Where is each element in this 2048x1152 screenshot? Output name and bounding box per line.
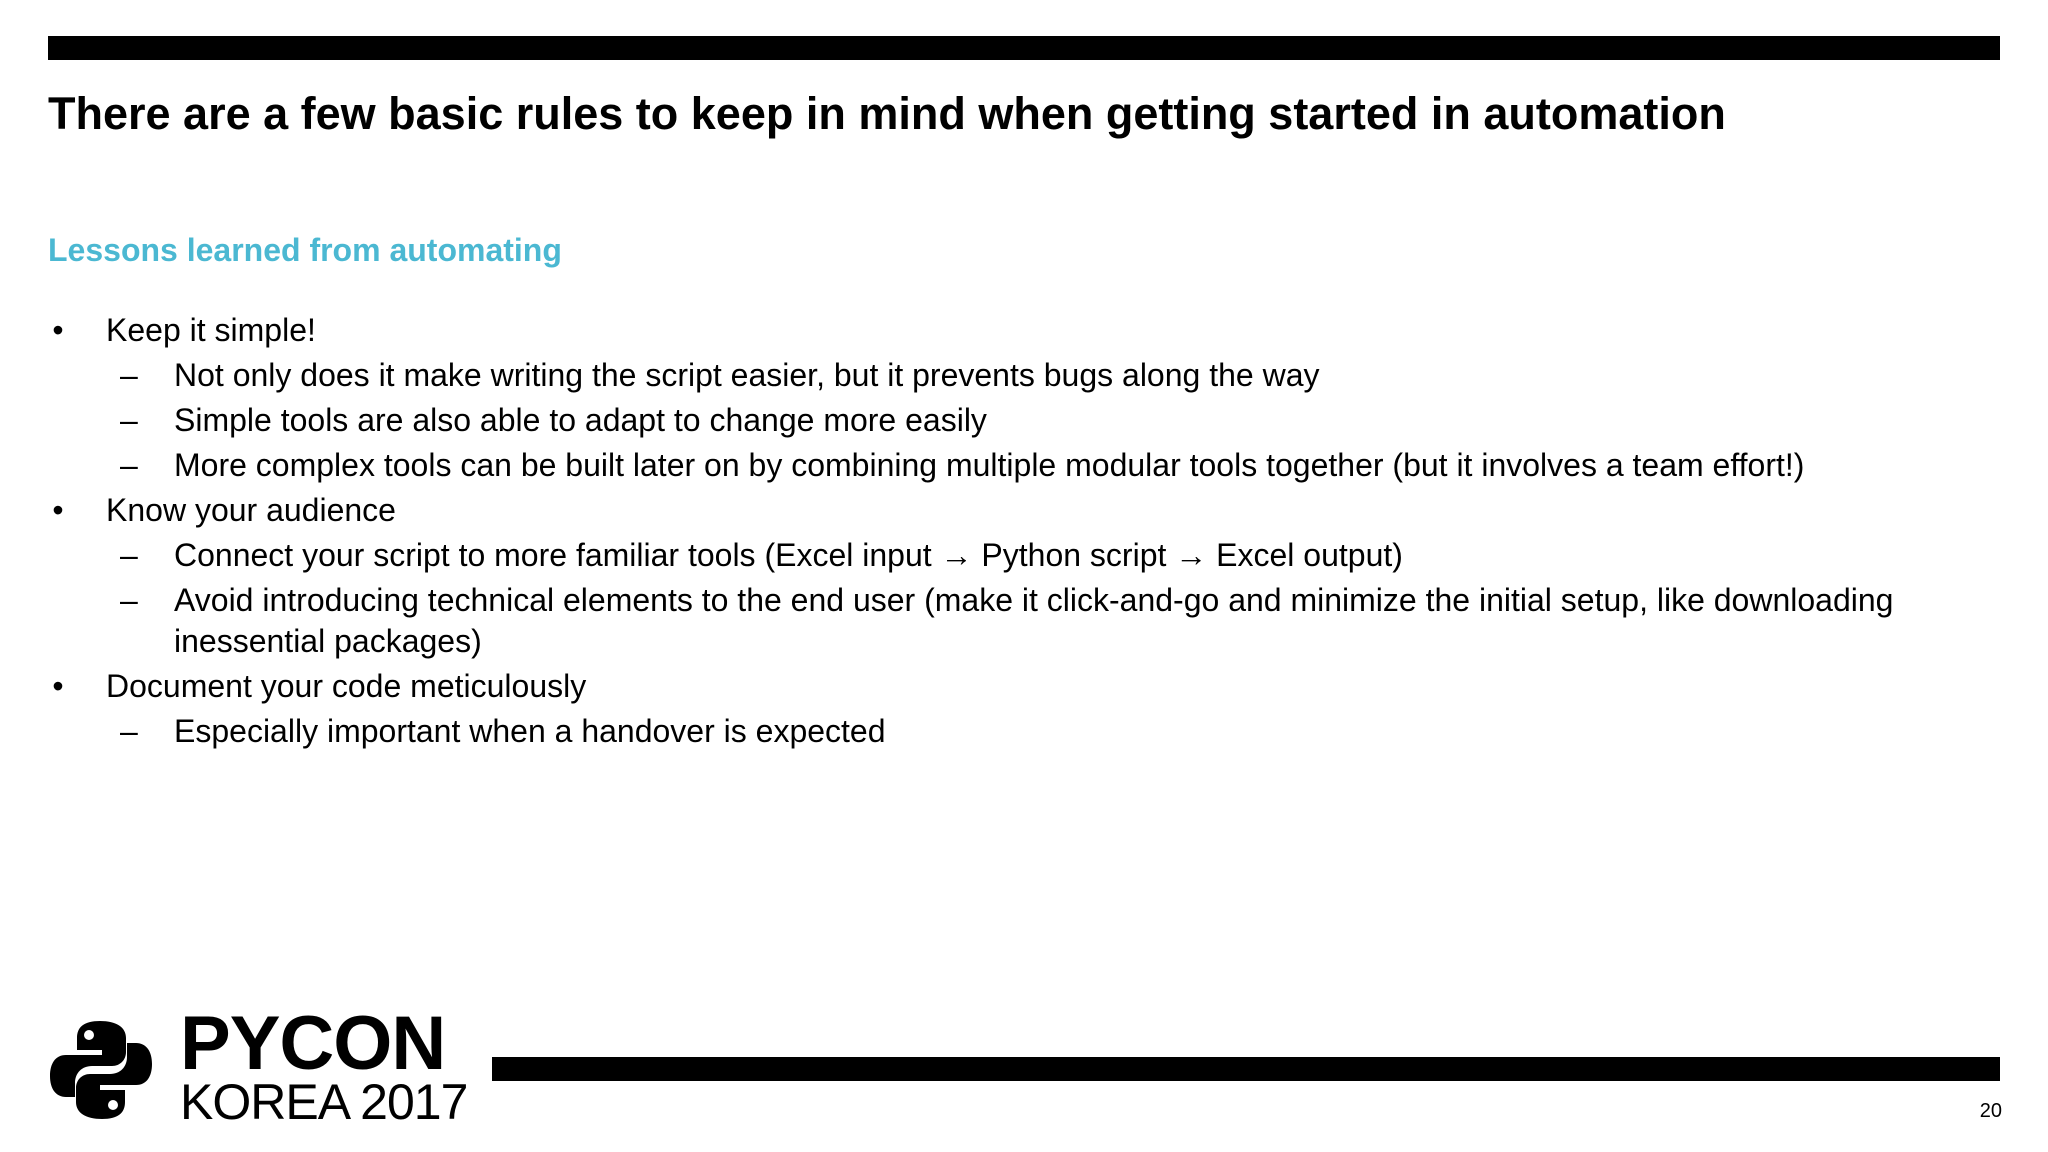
sub-bullet-text: More complex tools can be built later on by combining multiple modular tools together (but it involves a team effort!) bbox=[174, 447, 1805, 483]
sub-bullet-text: Not only does it make writing the script easier, but it prevents bugs along the way bbox=[174, 357, 1320, 393]
top-divider-bar bbox=[48, 36, 2000, 60]
sub-bullet-list bbox=[106, 355, 1978, 486]
sub-bullet-text: Especially important when a handover is expected bbox=[174, 713, 886, 749]
dash-marker: – bbox=[120, 713, 138, 749]
sub-bullet-item bbox=[106, 400, 1978, 441]
bullet-marker: • bbox=[52, 492, 64, 528]
sub-bullet-text: Simple tools are also able to adapt to change more easily bbox=[174, 402, 987, 438]
pycon-logo bbox=[46, 1001, 476, 1130]
sub-bullet-item bbox=[106, 711, 1978, 752]
sub-bullet-text: Avoid introducing technical elements to the end user (make it click-and-go and minimize the initial setup, like downloading inessential packages) bbox=[174, 582, 1894, 659]
slide-title: There are a few basic rules to keep in mind when getting started in automation bbox=[48, 88, 1726, 139]
bullet-item bbox=[48, 310, 1978, 486]
dash-marker: – bbox=[120, 447, 138, 483]
sub-bullet-item bbox=[106, 535, 1978, 576]
bullet-item bbox=[48, 490, 1978, 662]
sub-bullet-text: Connect your script to more familiar tools (Excel input → Python script → Excel output) bbox=[174, 537, 1403, 573]
sub-bullet-item bbox=[106, 580, 1978, 662]
bullet-item bbox=[48, 666, 1978, 752]
bottom-divider-bar bbox=[492, 1057, 2000, 1081]
dash-marker: – bbox=[120, 357, 138, 393]
slide-subtitle: Lessons learned from automating bbox=[48, 232, 562, 268]
sub-bullet-item bbox=[106, 445, 1978, 486]
sub-bullet-item bbox=[106, 355, 1978, 396]
bullet-text: Keep it simple! bbox=[106, 312, 316, 348]
page-number: 20 bbox=[1979, 1100, 2002, 1122]
bullet-marker: • bbox=[52, 668, 64, 704]
bullet-list bbox=[48, 310, 1978, 756]
sub-bullet-list bbox=[106, 535, 1978, 662]
bullet-marker: • bbox=[52, 312, 64, 348]
bullet-text: Document your code meticulously bbox=[106, 668, 587, 704]
bullet-text: Know your audience bbox=[106, 492, 396, 528]
sub-bullet-list bbox=[106, 711, 1978, 752]
dash-marker: – bbox=[120, 402, 138, 438]
logo-event-text: KOREA 2017 bbox=[180, 1074, 468, 1130]
logo-pycon-text: PYCON bbox=[180, 1001, 446, 1086]
dash-marker: – bbox=[120, 537, 138, 573]
python-logo-icon bbox=[46, 1015, 156, 1125]
dash-marker: – bbox=[120, 582, 138, 618]
